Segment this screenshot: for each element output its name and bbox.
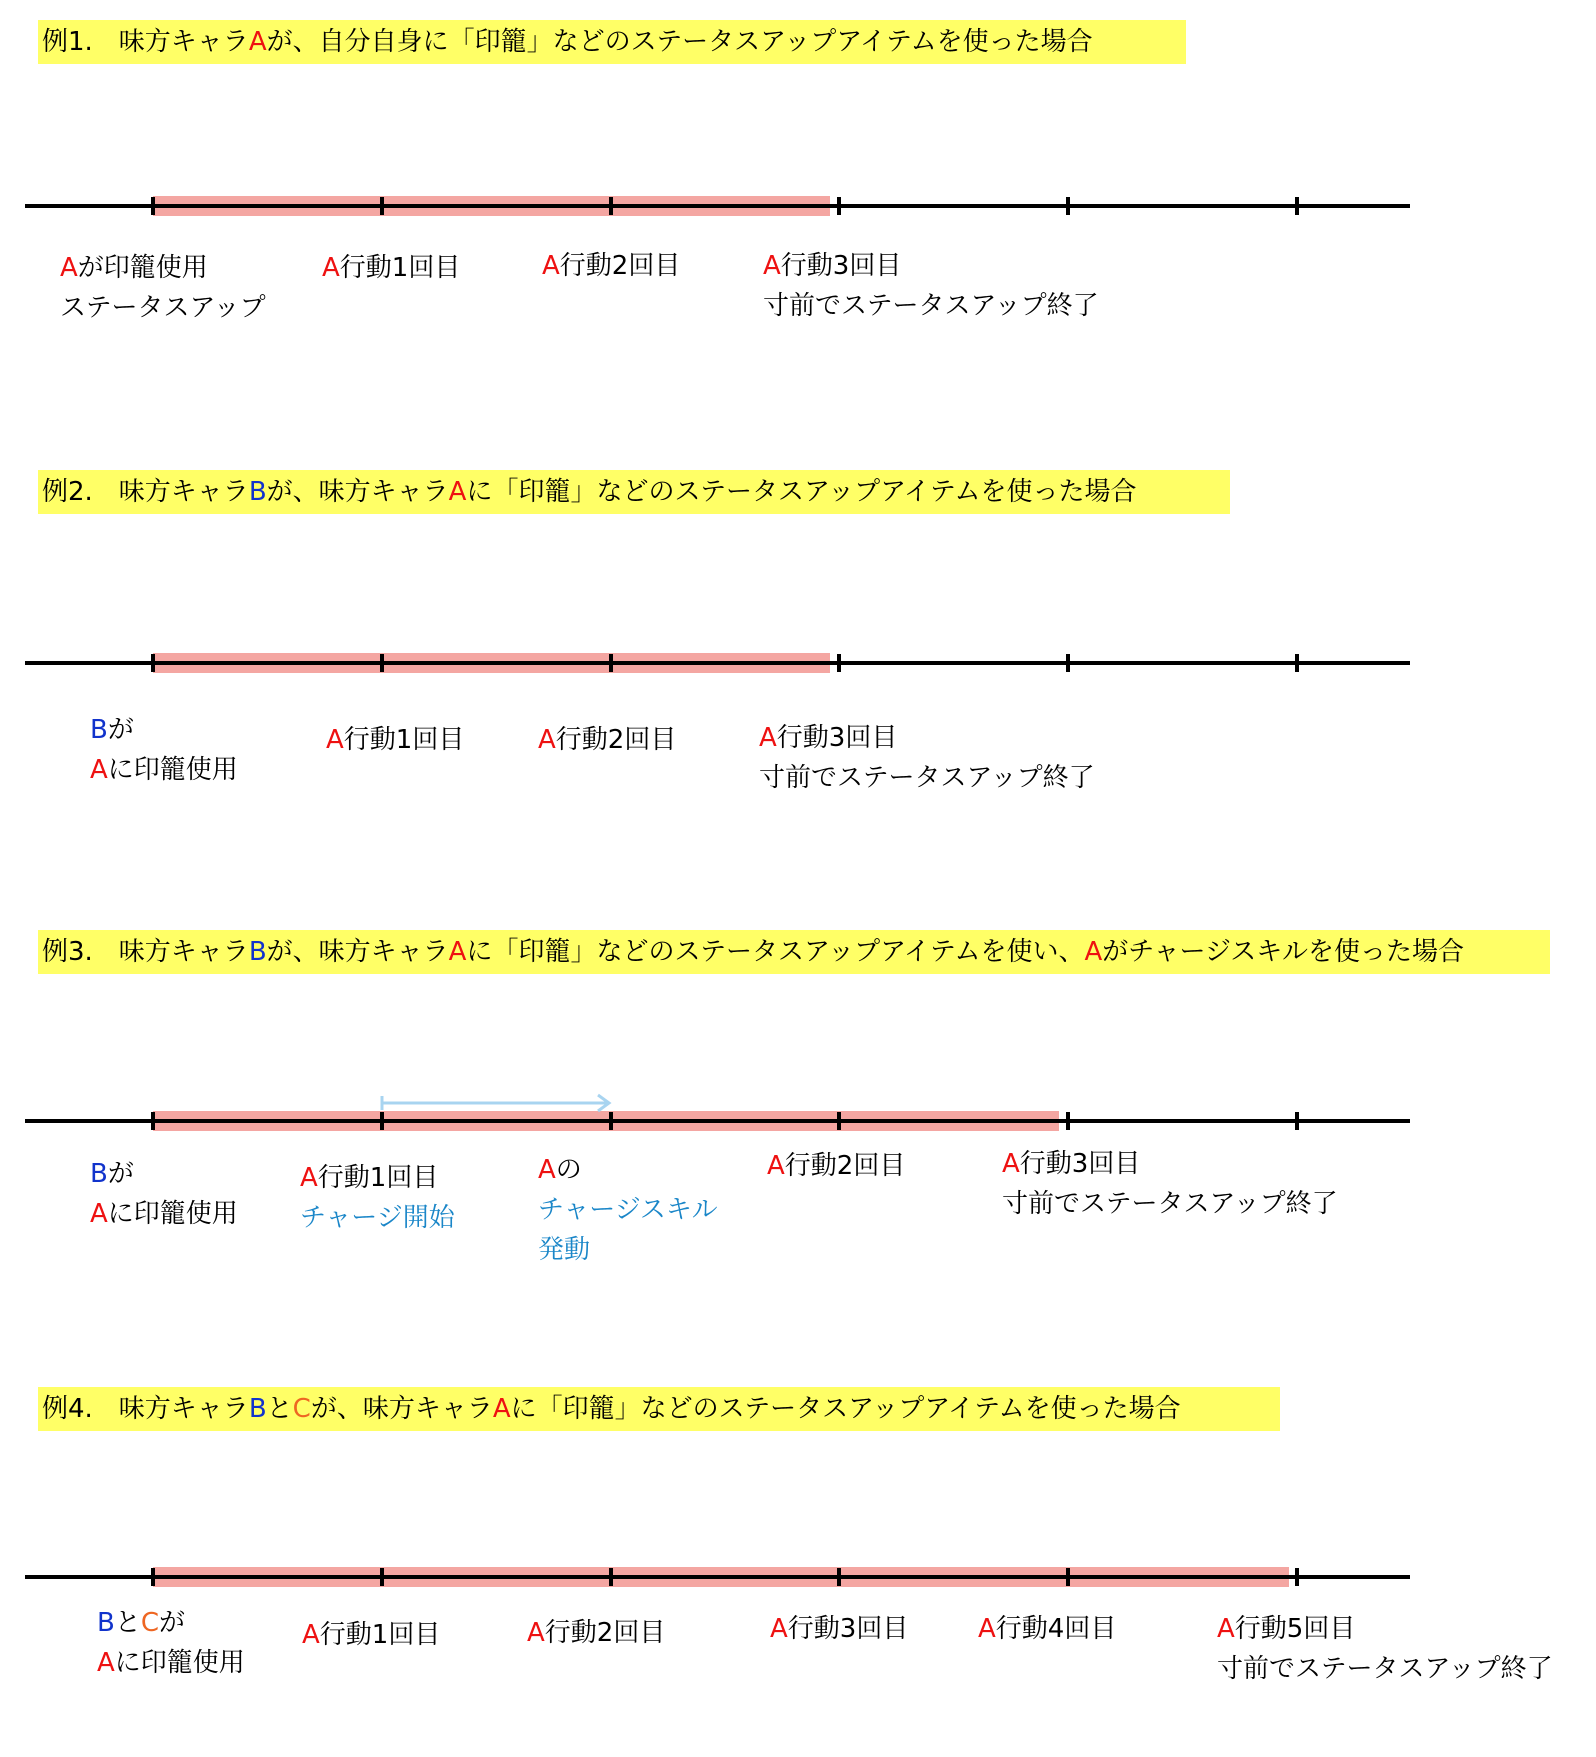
- heading-text: 例3. 味方キャラ: [42, 937, 249, 967]
- char-c-marker: C: [140, 1608, 160, 1638]
- label-skill: [538, 1150, 718, 1270]
- heading-text: 例2. 味方キャラ: [42, 477, 249, 507]
- label-text: に印籠使用: [114, 1648, 245, 1678]
- char-a-marker: A: [1002, 1149, 1020, 1179]
- charge-skill-text: 発動: [538, 1235, 591, 1265]
- char-b-marker: B: [248, 937, 267, 967]
- label-use: [90, 1154, 238, 1234]
- char-a-marker: A: [492, 1394, 511, 1424]
- char-a-marker: A: [770, 1614, 788, 1644]
- charge-skill-text: チャージスキル: [538, 1195, 718, 1225]
- label-text: 行動3回目: [1019, 1149, 1141, 1179]
- label-use: [97, 1603, 245, 1683]
- label-action-1: [326, 720, 464, 760]
- label-action-2: [527, 1613, 665, 1653]
- label-action-2: [542, 246, 680, 286]
- label-text: 寸前でステータスアップ終了: [759, 763, 1095, 793]
- label-text: 行動3回目: [787, 1614, 909, 1644]
- heading-text: に「印籠」などのステータスアップアイテムを使った場合: [466, 477, 1137, 507]
- example-2: [0, 450, 1596, 850]
- char-a-marker: A: [97, 1648, 115, 1678]
- char-a-marker: A: [90, 755, 108, 785]
- example-3: [0, 910, 1596, 1310]
- timeline-1: [0, 0, 1596, 400]
- char-b-marker: B: [97, 1608, 115, 1638]
- label-text: と: [114, 1608, 141, 1638]
- char-a-marker: A: [448, 477, 467, 507]
- heading-text: 例1. 味方キャラ: [42, 27, 249, 57]
- label-text: 行動2回目: [784, 1151, 906, 1181]
- label-text: 行動2回目: [555, 725, 677, 755]
- char-a-marker: A: [322, 253, 340, 283]
- heading-text: に「印籠」などのステータスアップアイテムを使った場合: [510, 1394, 1181, 1424]
- label-action-3: [770, 1609, 908, 1649]
- char-a-marker: A: [1217, 1614, 1235, 1644]
- timeline-3: [0, 910, 1596, 1310]
- char-a-marker: A: [978, 1614, 996, 1644]
- label-text: 行動5回目: [1234, 1614, 1356, 1644]
- heading-text: が、味方キャラ: [266, 937, 449, 967]
- label-text: に印籠使用: [107, 755, 238, 785]
- label-text: が: [159, 1608, 186, 1638]
- label-action-3: [1002, 1144, 1338, 1224]
- heading-text: に「印籠」などのステータスアップアイテムを使い、: [466, 937, 1085, 967]
- label-text: が: [107, 1159, 134, 1189]
- label-text: が: [107, 715, 134, 745]
- char-a-marker: A: [763, 251, 781, 281]
- char-a-marker: A: [302, 1620, 320, 1650]
- heading-text: と: [266, 1394, 293, 1424]
- charge-arrow: [382, 1095, 609, 1111]
- label-action-1: [322, 248, 460, 288]
- char-b-marker: B: [90, 715, 108, 745]
- heading-text: が、味方キャラ: [310, 1394, 493, 1424]
- label-action-4: [978, 1609, 1116, 1649]
- charge-start-text: チャージ開始: [300, 1203, 455, 1233]
- label-action-1: [300, 1158, 455, 1238]
- label-text: に印籠使用: [107, 1199, 238, 1229]
- label-text: 行動4回目: [995, 1614, 1117, 1644]
- label-text: 行動3回目: [776, 723, 898, 753]
- heading-text: が、自分自身に「印籠」などのステータスアップアイテムを使った場合: [266, 27, 1093, 57]
- char-a-marker: A: [90, 1199, 108, 1229]
- label-action-1: [302, 1615, 440, 1655]
- char-b-marker: B: [248, 1394, 267, 1424]
- char-a-marker: A: [767, 1151, 785, 1181]
- label-text: が印籠使用: [77, 253, 208, 283]
- label-action-3: [763, 246, 1099, 326]
- char-a-marker: A: [448, 937, 467, 967]
- label-action-3: [759, 718, 1095, 798]
- char-a-marker: A: [326, 725, 344, 755]
- heading-text: 例4. 味方キャラ: [42, 1394, 249, 1424]
- char-a-marker: A: [538, 1155, 556, 1185]
- label-use: [60, 248, 266, 328]
- label-text: の: [555, 1155, 582, 1185]
- char-a-marker: A: [60, 253, 78, 283]
- label-text: 寸前でステータスアップ終了: [1217, 1654, 1553, 1684]
- char-a-marker: A: [300, 1163, 318, 1193]
- label-text: 寸前でステータスアップ終了: [1002, 1189, 1338, 1219]
- timeline-4: [0, 1367, 1596, 1757]
- char-a-marker: A: [248, 27, 267, 57]
- label-action-2: [767, 1146, 905, 1186]
- label-text: ステータスアップ: [60, 293, 266, 323]
- heading-text: がチャージスキルを使った場合: [1102, 937, 1464, 967]
- label-text: 行動2回目: [544, 1618, 666, 1648]
- label-text: 行動3回目: [780, 251, 902, 281]
- char-b-marker: B: [248, 477, 267, 507]
- label-text: 寸前でステータスアップ終了: [763, 291, 1099, 321]
- char-c-marker: C: [292, 1394, 311, 1424]
- label-text: 行動1回目: [319, 1620, 441, 1650]
- label-text: 行動2回目: [559, 251, 681, 281]
- label-text: 行動1回目: [339, 253, 461, 283]
- char-a-marker: A: [1084, 937, 1103, 967]
- example-1: [0, 0, 1596, 400]
- char-a-marker: A: [538, 725, 556, 755]
- char-a-marker: A: [759, 723, 777, 753]
- label-text: 行動1回目: [317, 1163, 439, 1193]
- char-b-marker: B: [90, 1159, 108, 1189]
- char-a-marker: A: [542, 251, 560, 281]
- label-use: [90, 710, 238, 790]
- label-action-2: [538, 720, 676, 760]
- label-action-5: [1217, 1609, 1553, 1689]
- heading-text: が、味方キャラ: [266, 477, 449, 507]
- example-4: [0, 1367, 1596, 1757]
- char-a-marker: A: [527, 1618, 545, 1648]
- label-text: 行動1回目: [343, 725, 465, 755]
